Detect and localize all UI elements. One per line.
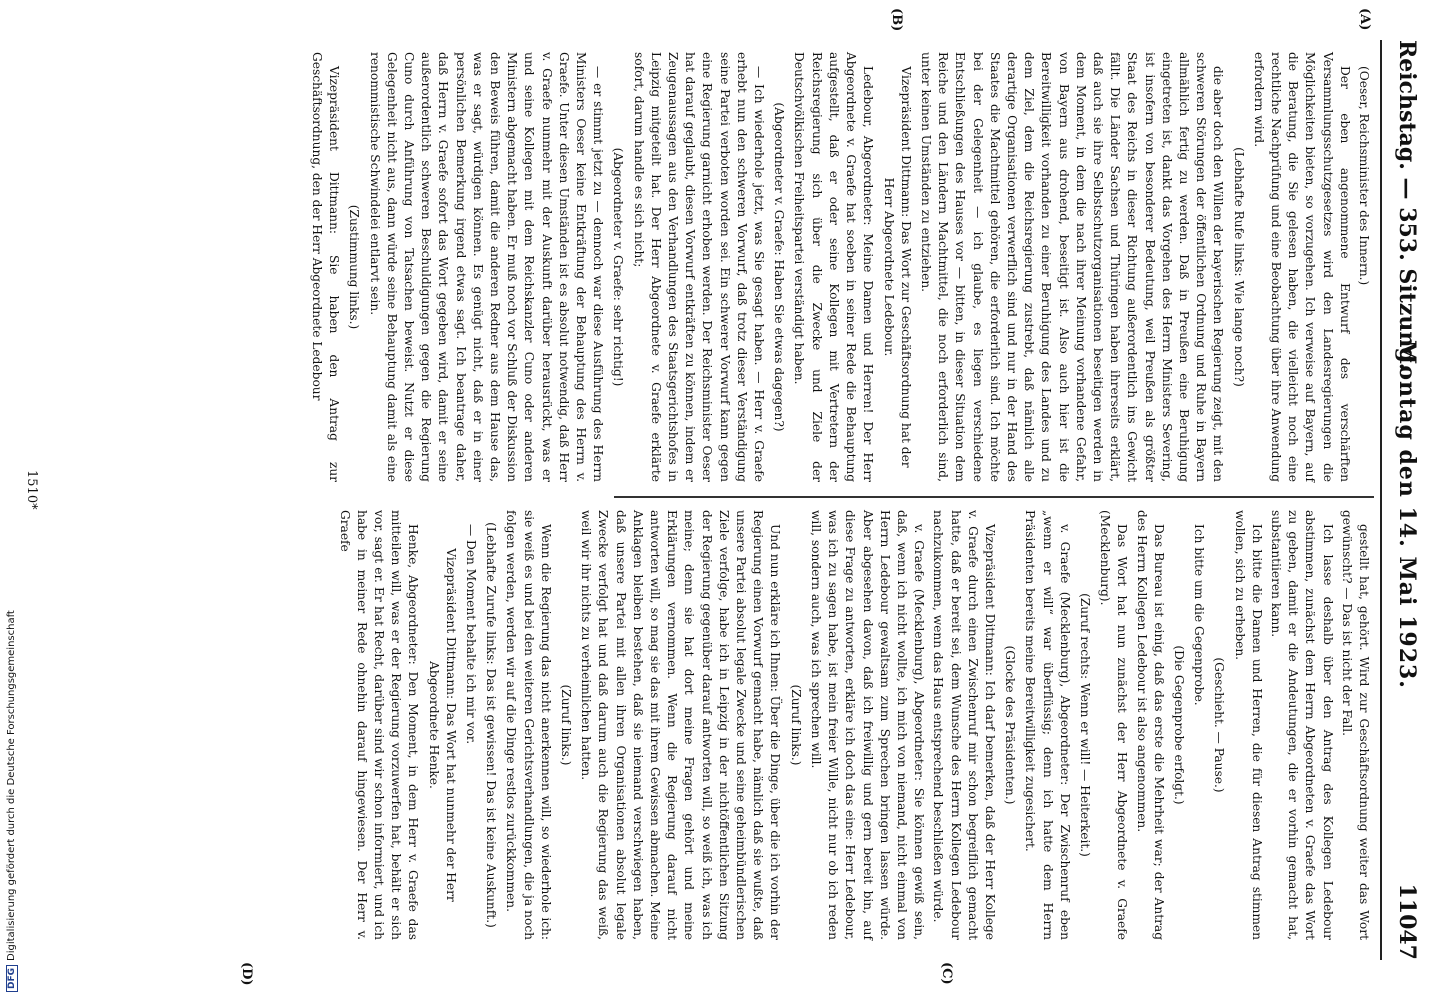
- stage-direction: (Geschieht. — Pause.): [1212, 657, 1227, 793]
- stage-direction: (Zuruf links.): [788, 684, 803, 766]
- stage-direction: (Zuruf links.): [559, 684, 574, 766]
- paragraph: Vizepräsident Dittmann: Sie haben den Antrag zur Geschäftsordnung, den der Herr Abgeordnete Ledebour: [310, 52, 342, 482]
- column-divider: [614, 496, 1374, 498]
- header-date: Montag den 14. Mai 1923.: [1394, 340, 1420, 689]
- stage-direction: (Zustimmung links.): [347, 204, 362, 330]
- paragraph: (Oeser, Reichsminister des Innern.): [1357, 66, 1371, 286]
- paragraph: Ledebour, Abgeordneter: Meine Damen und Herren! Der Herr Abgeordnete v. Graefe hat soeben in seiner Rede die Behauptung aufgestellt, daß er oder seine Kollegen mit Vertretern der Reichsregierung sich über die Zwecke und Ziele der Deutschvölkischen Freiheitspartei verständigt haben.: [792, 52, 876, 482]
- paragraph: Der eben angenommene Entwurf des verschärften Versammlungsschutzgesetzes wird den Landesregierungen die Möglichkeiten bieten, so vorzugehen. Ich verweise auf Bayern, auf die Beratung, die Sie gelesen haben, die vielleicht noch eine rechtliche Nachprüfung und eine Beobachtung über ihre Anwendung erfordern wird.: [1251, 52, 1352, 482]
- paragraph: die aber doch den Willen der bayerischen Regierung zeigt, mit den schweren Störungen der öffentlichen Ordnung und Ruhe in Bayern allmählich fertig zu werden. Daß in Preußen eine Beruhigung eingetreten ist, dankt das Vorgehen des Herrn Ministers Severing, ist insofern von besonderer Bedeutung, weil Preußen als größter Staat des Reichs in dieser Richtung außerordentlich ins Gewicht fällt. Die Länder Sachsen und Thüringen haben ihrerseits erklärt, daß auch sie ihre Selbstschutzorganisationen beseitigen werden in dem Moment, in dem die nach ihrer Meinung vorhandene Gefahr, von Bayern aus drohend, beseitigt ist. Also auch hier ist die Bereitwilligkeit vorhanden zu einer Beruhigung des Landes und zu dem Ziel, dem die Reichsregierung zustrebt, daß nämlich alle derartige Organisationen verwerflich sind und nur in der Hand des Staates die Machtmittel gehören, die erforderlich sind. Ich möchte bei der Gelegenheit — ich glaube, es liegen verschiedene Entschließungen des Hauses vor — bitten, in dieser Situation dem Reiche und den Ländern Machtmittel, die noch erforderlich sind, unter keinen Umständen zu entziehen.: [918, 52, 1226, 482]
- paragraph: Wenn die Regierung das nicht anerkennen will, so wiederhole ich: sie weiß es und bei den weiteren Gerichtsverhandlungen, die ja noch folgen werden, werden wir auf die Dinge restlos zurückkommen.: [504, 510, 553, 940]
- paragraph: Und nun erkläre ich Ihnen: Über die Dinge, über die ich vorhin der Regierung einen Vorwurf gemacht habe, nämlich daß sie wußte, daß unsere Partei absolut legale Zwecke und seine geheimbündlerischen Ziele verfolge, habe ich in Leipzig in der nichtöffentlichen Sitzung der Regierung gegenüber darauf antworten will, so weiß ich, was ich meine; denn sie hat dort meine Fragen gehört und meine Erklärungen vernommen. Wenn die Regierung darauf nicht antworten will, so mag sie das mit ihrem Gewissen abmachen. Meine Anklagen bleiben bestehen, daß sie niemand verschwiegen haben, daß unsere Partei mit allen ihren Organisationen absolut legale Zwecke verfolgt hat und daß darum auch die Regierung das weiß, weil wir ihr nichts zu verheimlichen hatten.: [579, 510, 783, 940]
- page-header: [1384, 40, 1424, 960]
- stage-direction: (Abgeordneter v. Graefe: Haben Sie etwas dagegen?): [772, 102, 787, 432]
- dfg-logo: DFG: [6, 965, 18, 992]
- dfg-credit-text: Digitalisierung gefördert durch die Deutsche Forschungsgemeinschaft: [6, 610, 17, 961]
- header-session: Reichstag. — 353. Sitzung.: [1394, 40, 1420, 371]
- page-signature: 1510*: [24, 470, 39, 510]
- stage-direction: (Lebhafte Zurufe links: Das ist gewissen! Das ist keine Auskunft.): [484, 522, 499, 928]
- paragraph: Henke, Abgeordneter: Den Moment, in dem Herr v. Graefe das mitteilen will, was er der Regierung vorzuwerfen hat, behält er sich vor, sagt er. Er hat Recht, darüber sind wir schon informiert, und ich habe in meiner Rede ohnehin darauf hingewiesen. Der Herr v. Graefe: [337, 510, 421, 940]
- stage-direction: Vizepräsident Dittmann: Das Wort hat nunmehr der Herr Abgeordnete Henke.: [426, 548, 458, 902]
- paragraph: Ich lasse deshalb über den Antrag des Kollegen Ledebour abstimmen, zunächst dem Herrn Abgeordneten v. Graefe das Wort zu geben, damit er die Andeutungen, die er vorhin gemacht hat, substantiieren kann.: [1268, 510, 1335, 940]
- header-rule: [1380, 40, 1382, 960]
- margin-marker-b: (B): [889, 8, 904, 32]
- header-page-number: 11047: [1394, 883, 1420, 960]
- paragraph: v. Graefe (Mecklenburg), Abgeordneter: Sie können gewiß sein, daß, wenn ich nicht wollte, ich mich von niemand, nicht einmal von Herrn Ledebour gewaltsam zum Sprechen bringen lassen würde. Aber abgesehen davon, daß ich freiwillig und gern bereit bin, auf diese Frage zu antworten, erkläre ich doch das eine: Herr Ledebour, was ich zu sagen habe, ist mein freier Wille, nicht nur ob ich reden will, sondern auch, was ich sprechen will.: [808, 510, 927, 940]
- paragraph: Das Wort hat nun zunächst der Herr Abgeordnete v. Graefe (Mecklenburg).: [1098, 510, 1130, 940]
- right-column: [333, 510, 1372, 940]
- paragraph: — er stimmt jetzt zu — dennoch war diese Ausführung des Herrn Ministers Oeser keine Entkräftung der Behauptung des Herrn v. Graefe. Unter diesen Umständen ist es absolut notwendig, daß Herr v. Graefe nunmehr mit der Auskunft darüber herausrückt, was er und seine Kollegen mit dem Reichskanzler Cuno oder anderen Ministern abgemacht haben. Er muß noch vor Schluß der Diskussion den Beweis führen, damit die anderen Redner aus dem Hause das, was er sagt, würdigen können. Es genügt nicht, daß er in einer persönlichen Bemerkung irgend etwas sagt. Ich beantrage daher, daß Herrn v. Graefe sofort das Wort gegeben wird, damit er seine außerordentlich schweren Beschuldigungen gegen die Regierung Cuno durch Anführung von Tatsachen beweist. Nutzt er diese Gelegenheit nicht aus, dann würde seine Behauptung damit als eine renommistische Schwindelei entlarvt sein.: [367, 52, 606, 482]
- paragraph: Ich bitte die Damen und Herren, die für diesen Antrag stimmen wollen, sich zu erheben.: [1232, 510, 1264, 940]
- dfg-credit: [6, 610, 18, 992]
- stage-direction: (Glocke des Präsidenten.): [1003, 645, 1018, 805]
- stage-direction: (Lebhafte Rufe links: Wie lange noch?): [1231, 147, 1246, 387]
- paragraph: Ich bitte um die Gegenprobe.: [1192, 524, 1207, 706]
- paragraph: gestellt hat, gehört. Wird zur Geschäftsordnung weiter das Wort gewünscht? — Das ist nicht der Fall.: [1339, 510, 1371, 940]
- stage-direction: (Die Gegenprobe erfolgt.): [1171, 645, 1186, 805]
- margin-marker-c: (C): [939, 962, 954, 985]
- stage-direction: (Abgeordneter v. Graefe: sehr richtig!): [611, 147, 626, 387]
- stage-direction: (Zuruf rechts: Wenn er will! — Heiterkeit.): [1077, 593, 1092, 857]
- paragraph: — Ich wiederhole jetzt, was Sie gesagt haben. — Herr v. Graefe erhebt nun den schweren Vorwurf, daß trotz dieser Verständigung seine Partei verboten worden sei. Ein schwerer Vorwurf kann gegen eine Regierung garnicht erhoben werden. Der Reichsminister Oeser hat darauf geglaubt, diesen Vorwurf entkräften zu können, indem er Zeugenaussagen aus den Verhandlungen des Staatsgerichtshofes in Leipzig mitgeteilt hat. Der Herr Abgeordnete v. Graefe erklärte sofort, darum handle es sich nicht;: [631, 52, 767, 482]
- paragraph: — Den Moment behalte ich mir vor.: [464, 524, 479, 745]
- margin-marker-a: (A): [1357, 8, 1372, 31]
- paragraph: v. Graefe (Mecklenburg), Abgeordneter: Der Zwischenruf eben „wenn er will“ war überflüssig; denn ich hatte dem Herrn Präsidenten bereits meine Bereitwilligkeit zugesichert.: [1023, 510, 1072, 940]
- paragraph: Vizepräsident Dittmann: Ich darf bemerken, daß der Herr Kollege v. Graefe durch einen Zwischenruf mir schon begreiflich gemacht hatte, daß er bereit sei, dem Wunsche des Herrn Kollegen Ledebour nachzukommen, wenn das Haus entsprechend beschließen würde.: [931, 510, 997, 940]
- stage-direction: Vizepräsident Dittmann: Das Wort zur Geschäftsordnung hat der Herr Abgeordnete Ledebour.: [881, 66, 913, 468]
- paragraph: Das Bureau ist einig, daß das erste die Mehrheit war; der Antrag des Herrn Kollegen Ledebour ist also angenommen.: [1134, 510, 1166, 940]
- margin-marker-d: (D): [239, 962, 254, 986]
- left-column: [306, 52, 1372, 482]
